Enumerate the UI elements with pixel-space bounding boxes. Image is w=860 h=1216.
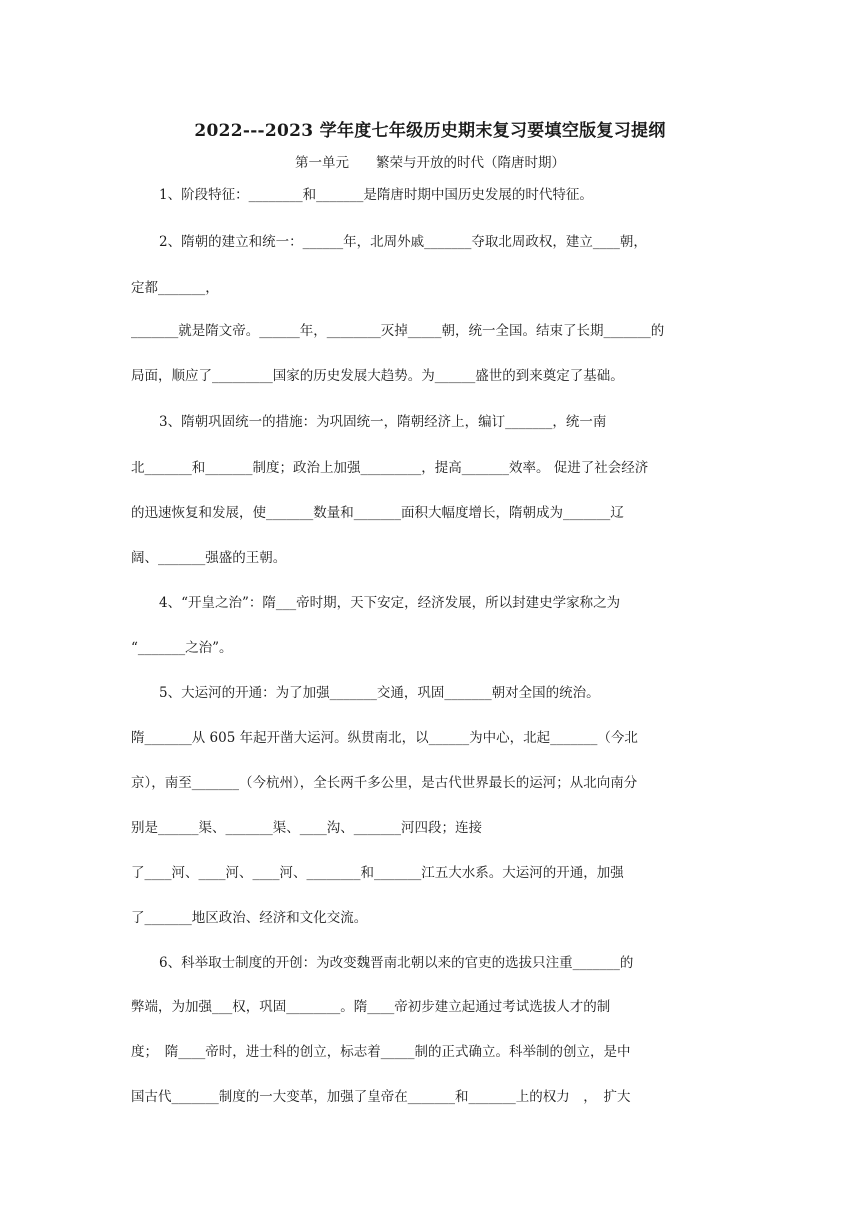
item-4-kaihuang: 4、“开皇之治”：隋___帝时期，天下安定，经济发展，所以封建史学家称之为 bbox=[159, 595, 621, 611]
item-5-route: 京），南至_______（今杭州），全长两千多公里，是古代世界最长的运河；从北向南分 bbox=[131, 775, 638, 791]
item-6-significance: 国古代_______制度的一大变革，加强了皇帝在_______和_______上的权力 ， 扩大 bbox=[131, 1089, 631, 1105]
item-1-stage-features: 1、阶段特征：________和_______是隋唐时期中国历史发展的时代特征。 bbox=[159, 187, 593, 203]
item-3-consolidation: 3、隋朝巩固统一的措施：为巩固统一，隋朝经济上，编订_______，统一南 bbox=[159, 414, 607, 430]
item-2-unification: _______就是隋文帝。______年，________灭掉_____朝，统一全国。结束了长期_______的 bbox=[131, 323, 665, 339]
item-5-construction: 隋_______从 605 年起开凿大运河。纵贯南北，以______为中心，北起_______（今北 bbox=[131, 730, 638, 746]
item-2-capital: 定都_______， bbox=[131, 280, 219, 296]
item-5-grand-canal: 5、大运河的开通：为了加强_______交通，巩固_______朝对全国的统治。 bbox=[159, 685, 600, 701]
item-4-reign-name: “_______之治”。 bbox=[131, 640, 233, 656]
document-title: 2022---2023 学年度七年级历史期末复习要填空版复习提纲 bbox=[194, 121, 666, 141]
item-3-effects: 的迅速恢复和发展，使_______数量和_______面积大幅度增长，隋朝成为_______辽 bbox=[131, 505, 624, 521]
item-6-establishment: 度； 隋____帝时，进士科的创立，标志着_____制的正式确立。科举制的创立，是中 bbox=[131, 1044, 631, 1060]
item-5-exchange: 了_______地区政治、经济和文化交流。 bbox=[131, 910, 368, 926]
unit-subtitle: 第一单元 繁荣与开放的时代（隋唐时期） bbox=[295, 155, 565, 171]
item-6-founding: 弊端，为加强___权，巩固________。隋____帝初步建立起通过考试选拔人才的制 bbox=[131, 999, 611, 1015]
item-3-measures: 北_______和_______制度；政治上加强_________，提高_______效率。 促进了社会经济 bbox=[131, 460, 649, 476]
item-5-water-systems: 了____河、____河、____河、________和_______江五大水系。大运河的开通，加强 bbox=[131, 865, 624, 881]
item-2-sui-founding: 2、隋朝的建立和统一：______年，北周外戚_______夺取北周政权，建立____朝， bbox=[159, 234, 647, 250]
item-3-dynasty: 阔、_______强盛的王朝。 bbox=[131, 550, 287, 566]
item-6-imperial-exam: 6、科举取士制度的开创：为改变魏晋南北朝以来的官吏的选拔只注重_______的 bbox=[159, 955, 634, 971]
item-2-significance: 局面，顺应了_________国家的历史发展大趋势。为______盛世的到来奠定了基础。 bbox=[131, 368, 624, 384]
item-5-sections: 别是______渠、_______渠、____沟、_______河四段；连接 bbox=[131, 820, 482, 836]
